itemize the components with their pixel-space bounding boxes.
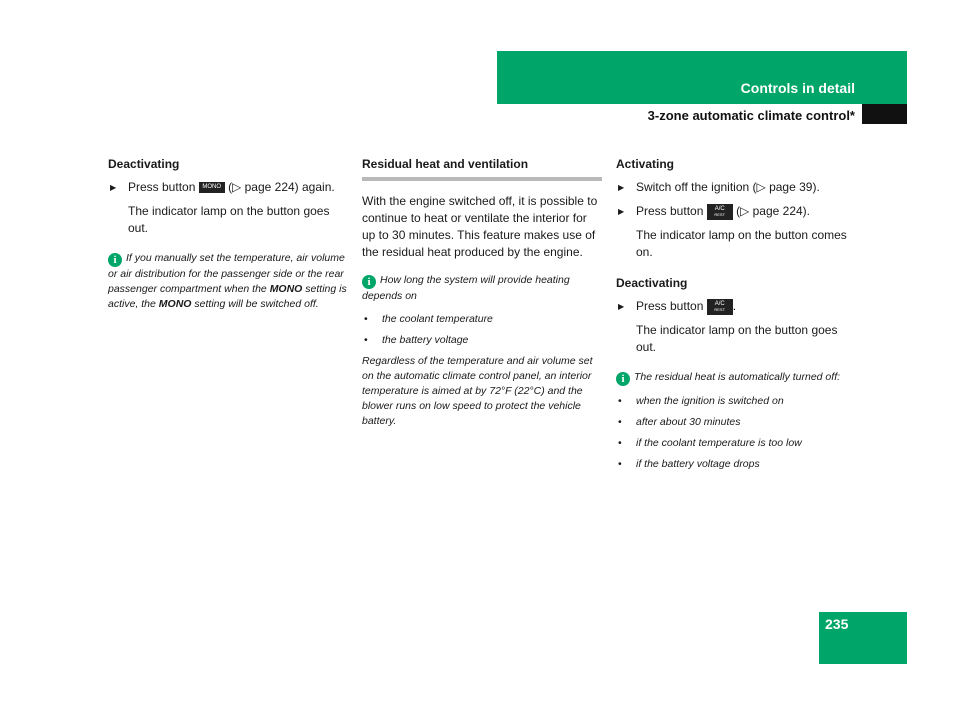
info-note: i The residual heat is automatically turned off: bbox=[616, 370, 856, 386]
list-item: • if the coolant temperature is too low bbox=[616, 436, 856, 451]
info-icon: i bbox=[108, 253, 122, 267]
section-title: Controls in detail bbox=[740, 80, 855, 96]
heading-deactivating: Deactivating bbox=[108, 157, 180, 171]
step-press-rest-off: ▶ Press button A/C REST . bbox=[616, 298, 856, 315]
list-item: • after about 30 minutes bbox=[616, 415, 856, 430]
info-icon: i bbox=[616, 372, 630, 386]
step-press-mono: ▶ Press button MONO (▷ page 224) again. bbox=[108, 179, 348, 196]
list-item: • the coolant temperature bbox=[362, 312, 602, 327]
ac-rest-button-icon: A/C REST bbox=[707, 204, 733, 220]
list-item: • if the battery voltage drops bbox=[616, 457, 856, 472]
step-result: The indicator lamp on the button goes out. bbox=[128, 204, 330, 235]
heading-residual-heat: Residual heat and ventilation bbox=[362, 156, 602, 181]
step-result: The indicator lamp on the button comes on. bbox=[636, 228, 847, 259]
page-number: 235 bbox=[825, 616, 849, 632]
step-ignition-off: ▶ Switch off the ignition (▷ page 39). bbox=[616, 179, 856, 196]
mono-button-icon: MONO bbox=[199, 182, 225, 193]
column-activating bbox=[616, 156, 856, 478]
section-subtitle: 3-zone automatic climate control* bbox=[647, 108, 855, 123]
list-item: • the battery voltage bbox=[362, 333, 602, 348]
header-tab-marker bbox=[862, 104, 907, 124]
step-result: The indicator lamp on the button goes out. bbox=[636, 323, 838, 354]
column-residual-heat bbox=[362, 156, 602, 437]
heading-activating: Activating bbox=[616, 157, 675, 171]
column-deactivating bbox=[108, 156, 348, 320]
list-item: • when the ignition is switched on bbox=[616, 394, 856, 409]
heading-deactivating: Deactivating bbox=[616, 276, 688, 290]
info-note: i If you manually set the temperature, air volume or air distribution for the passenger side or the rear passenger compartment when the MONO setting is active, the MONO setting will be switched off. bbox=[108, 252, 347, 310]
info-icon: i bbox=[362, 275, 376, 289]
step-press-rest: ▶ Press button A/C REST (▷ page 224). bbox=[616, 203, 856, 220]
header-band bbox=[497, 51, 907, 104]
info-note: i How long the system will provide heating depends on bbox=[362, 274, 570, 302]
ac-rest-button-icon: A/C REST bbox=[707, 299, 733, 315]
note-text: Regardless of the temperature and air volume set on the automatic climate control panel, an interior temperature is aimed at by 72°F (22°C) and the blower runs on low speed to protect the vehicle battery. bbox=[362, 355, 593, 427]
body-text: With the engine switched off, it is possible to continue to heat or ventilate the interior for up to 30 minutes. This feature makes use of the residual heat produced by the engine. bbox=[362, 194, 598, 259]
